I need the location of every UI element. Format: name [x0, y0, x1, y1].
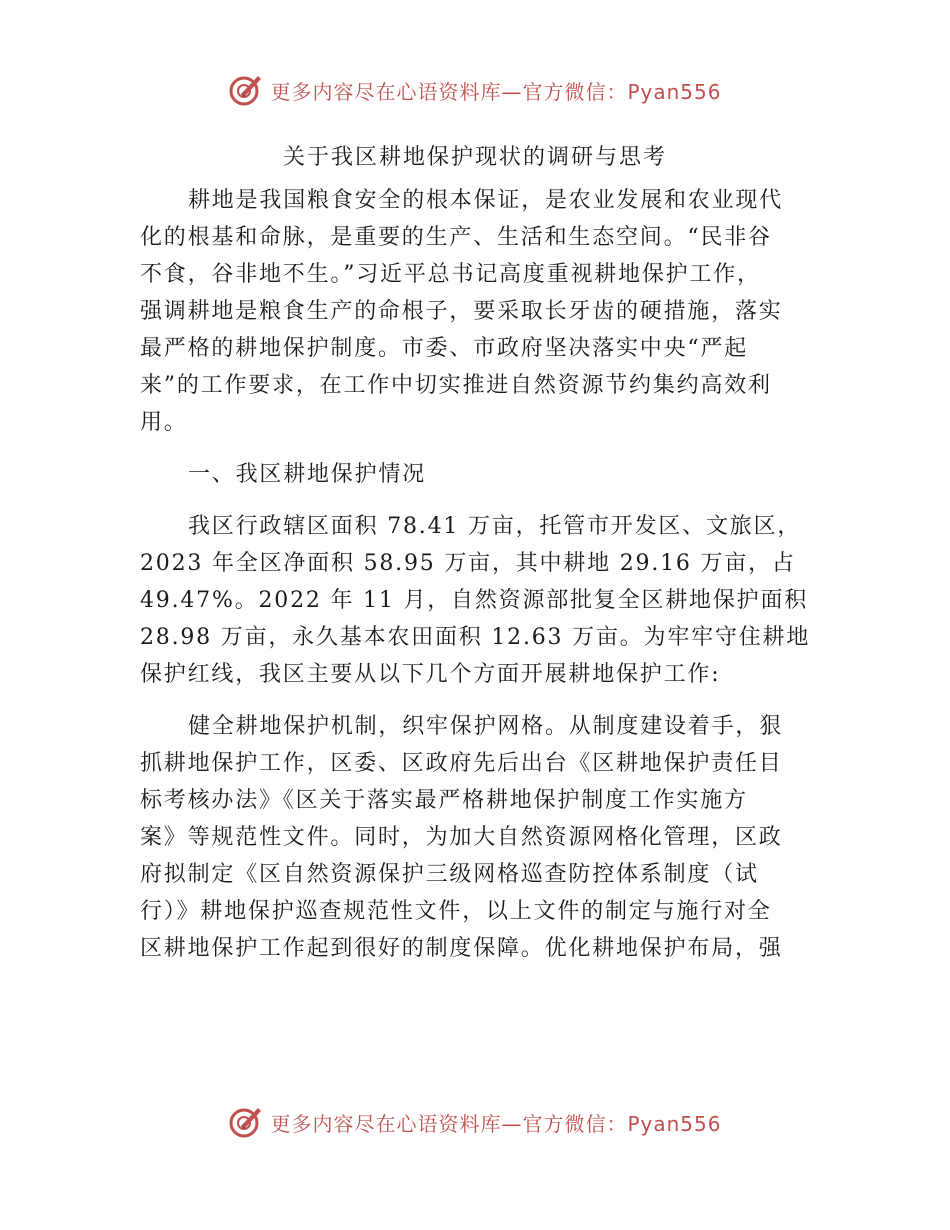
- text-line: 耕地是我国粮食安全的根本保证，是农业发展和农业现代: [188, 188, 784, 213]
- section-heading-1: 一、我区耕地保护情况: [188, 462, 427, 487]
- text-line: 2023 年全区净面积 58.95 万亩，其中耕地 29.16 万亩，占: [140, 551, 796, 576]
- banner-library-text: 更多内容尽在心语资料库: [270, 1111, 502, 1136]
- paragraph-mechanism: [140, 708, 812, 967]
- banner-text: [270, 76, 721, 105]
- text-line: 抓耕地保护工作，区委、区政府先后出台《区耕地保护责任目: [140, 751, 783, 776]
- footer-watermark-banner: [0, 1100, 950, 1144]
- text-line: 化的根基和命脉，是重要的生产、生活和生态空间。“民非谷: [140, 225, 772, 250]
- pen-logo-icon: [228, 72, 264, 108]
- text-line: 案》等规范性文件。同时，为加大自然资源网格化管理，区政: [140, 825, 783, 850]
- banner-text: [270, 1108, 721, 1137]
- text-line: 强调耕地是粮食生产的命根子，要采取长牙齿的硬措施，落实: [140, 299, 783, 324]
- banner-wechat-text: 官方微信：Pyan556: [522, 1111, 722, 1136]
- text-line: 保护红线，我区主要从以下几个方面开展耕地保护工作:: [140, 662, 721, 687]
- banner-separator: —: [501, 1111, 523, 1136]
- text-line: 健全耕地保护机制，织牢保护网格。从制度建设着手，狠: [188, 714, 784, 739]
- text-line: 49.47%。2022 年 11 月，自然资源部批复全区耕地保护面积: [140, 588, 809, 613]
- document-body: [140, 182, 812, 982]
- text-line: 不食，谷非地不生。”习近平总书记高度重视耕地保护工作，: [140, 262, 761, 287]
- text-line: 28.98 万亩，永久基本农田面积 12.63 万亩。为牢牢守住耕地: [140, 625, 811, 650]
- text-line: 行）》耕地保护巡查规范性文件，以上文件的制定与施行对全: [140, 899, 772, 924]
- text-line: 来”的工作要求，在工作中切实推进自然资源节约集约高效利: [140, 373, 772, 398]
- banner-wechat-text: 官方微信：Pyan556: [522, 79, 722, 104]
- paragraph-intro: [140, 182, 812, 441]
- banner-separator: —: [501, 79, 523, 104]
- text-line: 用。: [140, 410, 188, 435]
- header-watermark-banner: [0, 68, 950, 112]
- document-title: 关于我区耕地保护现状的调研与思考: [282, 145, 667, 170]
- text-line: 标考核办法》《区关于落实最严格耕地保护制度工作实施方: [140, 788, 748, 813]
- text-line: 我区行政辖区面积 78.41 万亩，托管市开发区、文旅区，: [188, 514, 802, 539]
- text-line: 最严格的耕地保护制度。市委、市政府坚决落实中央“严起: [140, 336, 749, 361]
- banner-library-text: 更多内容尽在心语资料库: [270, 79, 502, 104]
- text-line: 区耕地保护工作起到很好的制度保障。优化耕地保护布局，强: [140, 936, 783, 961]
- text-line: 府拟制定《区自然资源保护三级网格巡查防控体系制度（试: [140, 862, 759, 887]
- paragraph-statistics: [140, 508, 812, 693]
- pen-logo-icon: [228, 1104, 264, 1140]
